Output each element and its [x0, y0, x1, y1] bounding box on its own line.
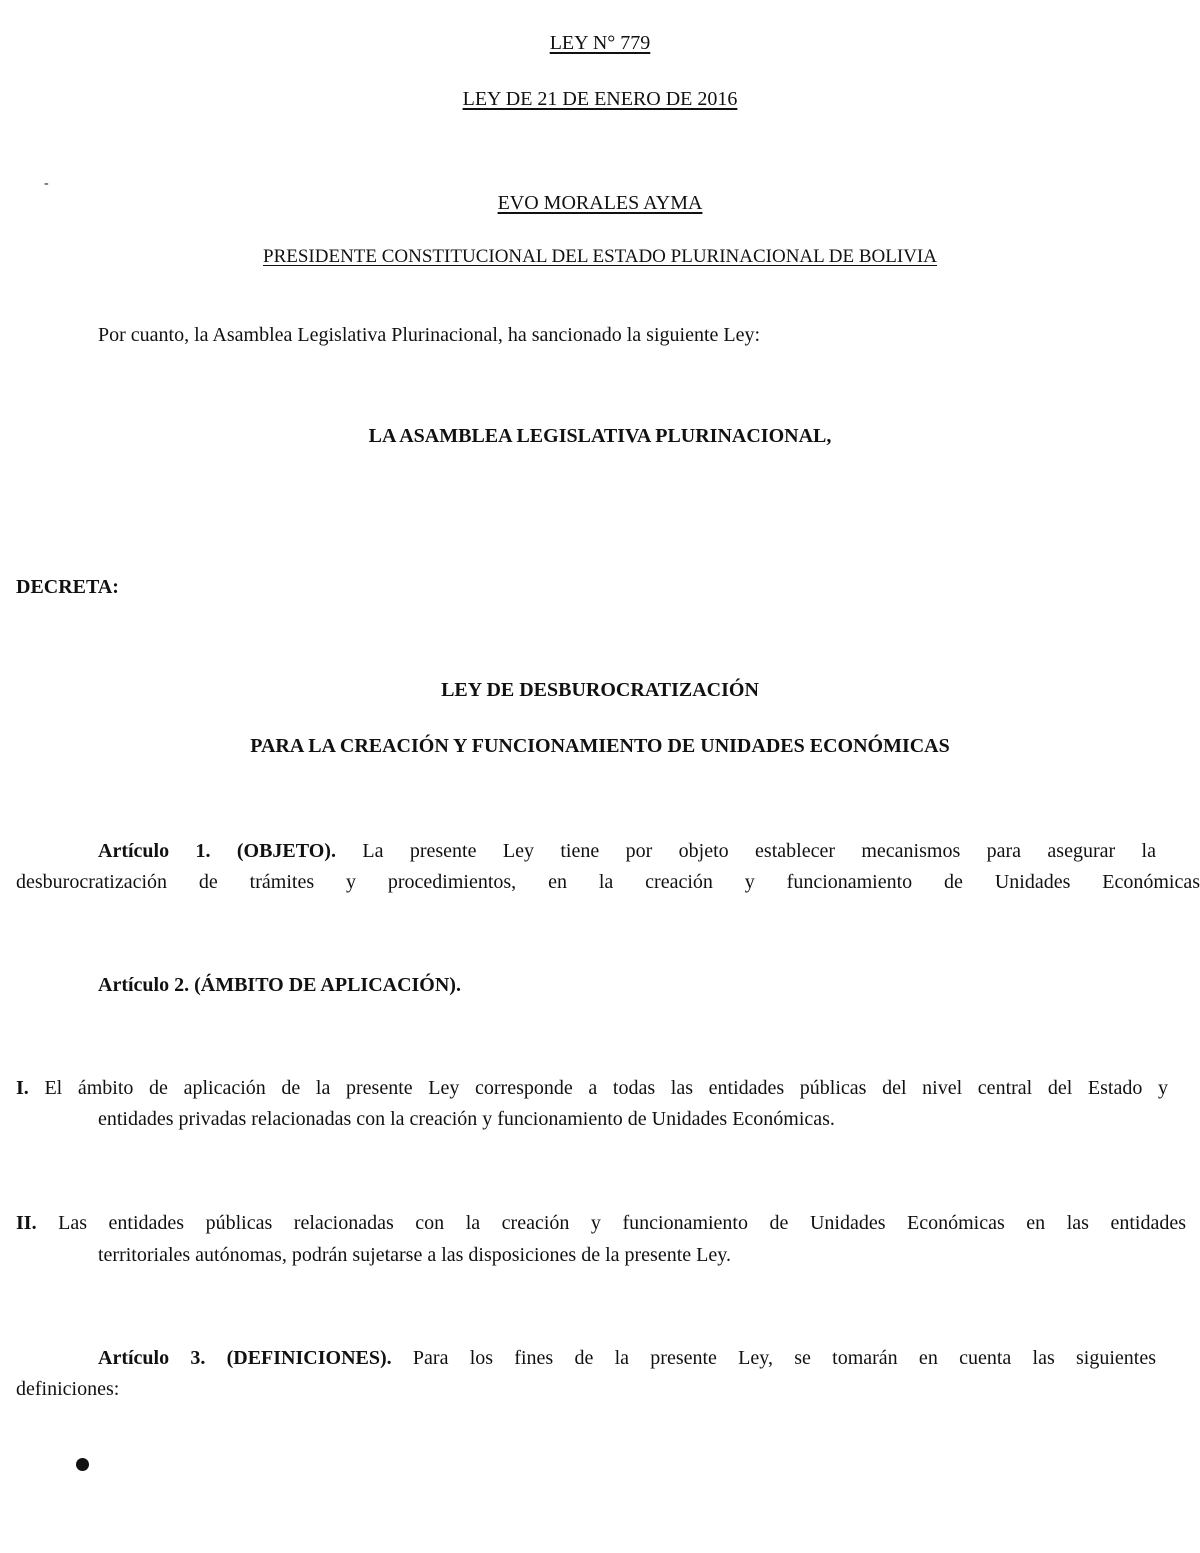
article-2-paragraph-1-line2: entidades privadas relacionadas con la creación y funcionamiento de Unidades Económicas. [98, 1108, 835, 1130]
president-name: EVO MORALES AYMA [497, 192, 703, 214]
article-2-paragraph-1-line1 [16, 1077, 1168, 1100]
law-number: LEY N° 779 [549, 32, 651, 54]
law-title-line1: LEY DE DESBUROCRATIZACIÓN [441, 679, 759, 701]
article-3-line1 [98, 1347, 1156, 1370]
article-1-line2: desburocratización de trámites y procedimientos, en la creación y funcionamiento de Unidades Económicas [16, 871, 1200, 893]
article-1-text-1: La presente Ley tiene por objeto establecer mecanismos para asegurar la [362, 840, 1156, 862]
article-3-text-1: Para los fines de la presente Ley, se tomarán en cuenta las siguientes [412, 1347, 1156, 1369]
bullet-icon [76, 1458, 89, 1471]
article-2-paragraph-2-line1 [16, 1212, 1186, 1235]
article-1-heading: Artículo 1. (OBJETO). [98, 840, 336, 862]
assembly-heading: LA ASAMBLEA LEGISLATIVA PLURINACIONAL, [368, 425, 832, 447]
paragraph-2-text-1: Las entidades públicas relacionadas con la creación y funcionamiento de Unidades Económicas en las entidades [58, 1212, 1187, 1234]
paragraph-1-number: I. [16, 1077, 29, 1099]
article-3-heading: Artículo 3. (DEFINICIONES). [98, 1347, 392, 1369]
stray-dash: - [44, 176, 49, 191]
law-date: LEY DE 21 DE ENERO DE 2016 [462, 88, 738, 110]
article-2-heading: Artículo 2. (ÁMBITO DE APLICACIÓN). [98, 974, 461, 996]
law-title-line2: PARA LA CREACIÓN Y FUNCIONAMIENTO DE UNIDADES ECONÓMICAS [250, 735, 950, 757]
paragraph-2-number: II. [16, 1212, 37, 1234]
article-3-line2: definiciones: [16, 1378, 120, 1400]
president-title: PRESIDENTE CONSTITUCIONAL DEL ESTADO PLURINACIONAL DE BOLIVIA [263, 246, 937, 267]
article-1-line1 [98, 840, 1156, 863]
preamble-intro: Por cuanto, la Asamblea Legislativa Plurinacional, ha sancionado la siguiente Ley: [98, 324, 761, 346]
article-2-paragraph-2-line2: territoriales autónomas, podrán sujetarse a las disposiciones de la presente Ley. [98, 1244, 731, 1266]
decreta-heading: DECRETA: [16, 576, 119, 598]
paragraph-1-text-1: El ámbito de aplicación de la presente Ley corresponde a todas las entidades públicas del nivel central del Estado y [44, 1077, 1169, 1099]
